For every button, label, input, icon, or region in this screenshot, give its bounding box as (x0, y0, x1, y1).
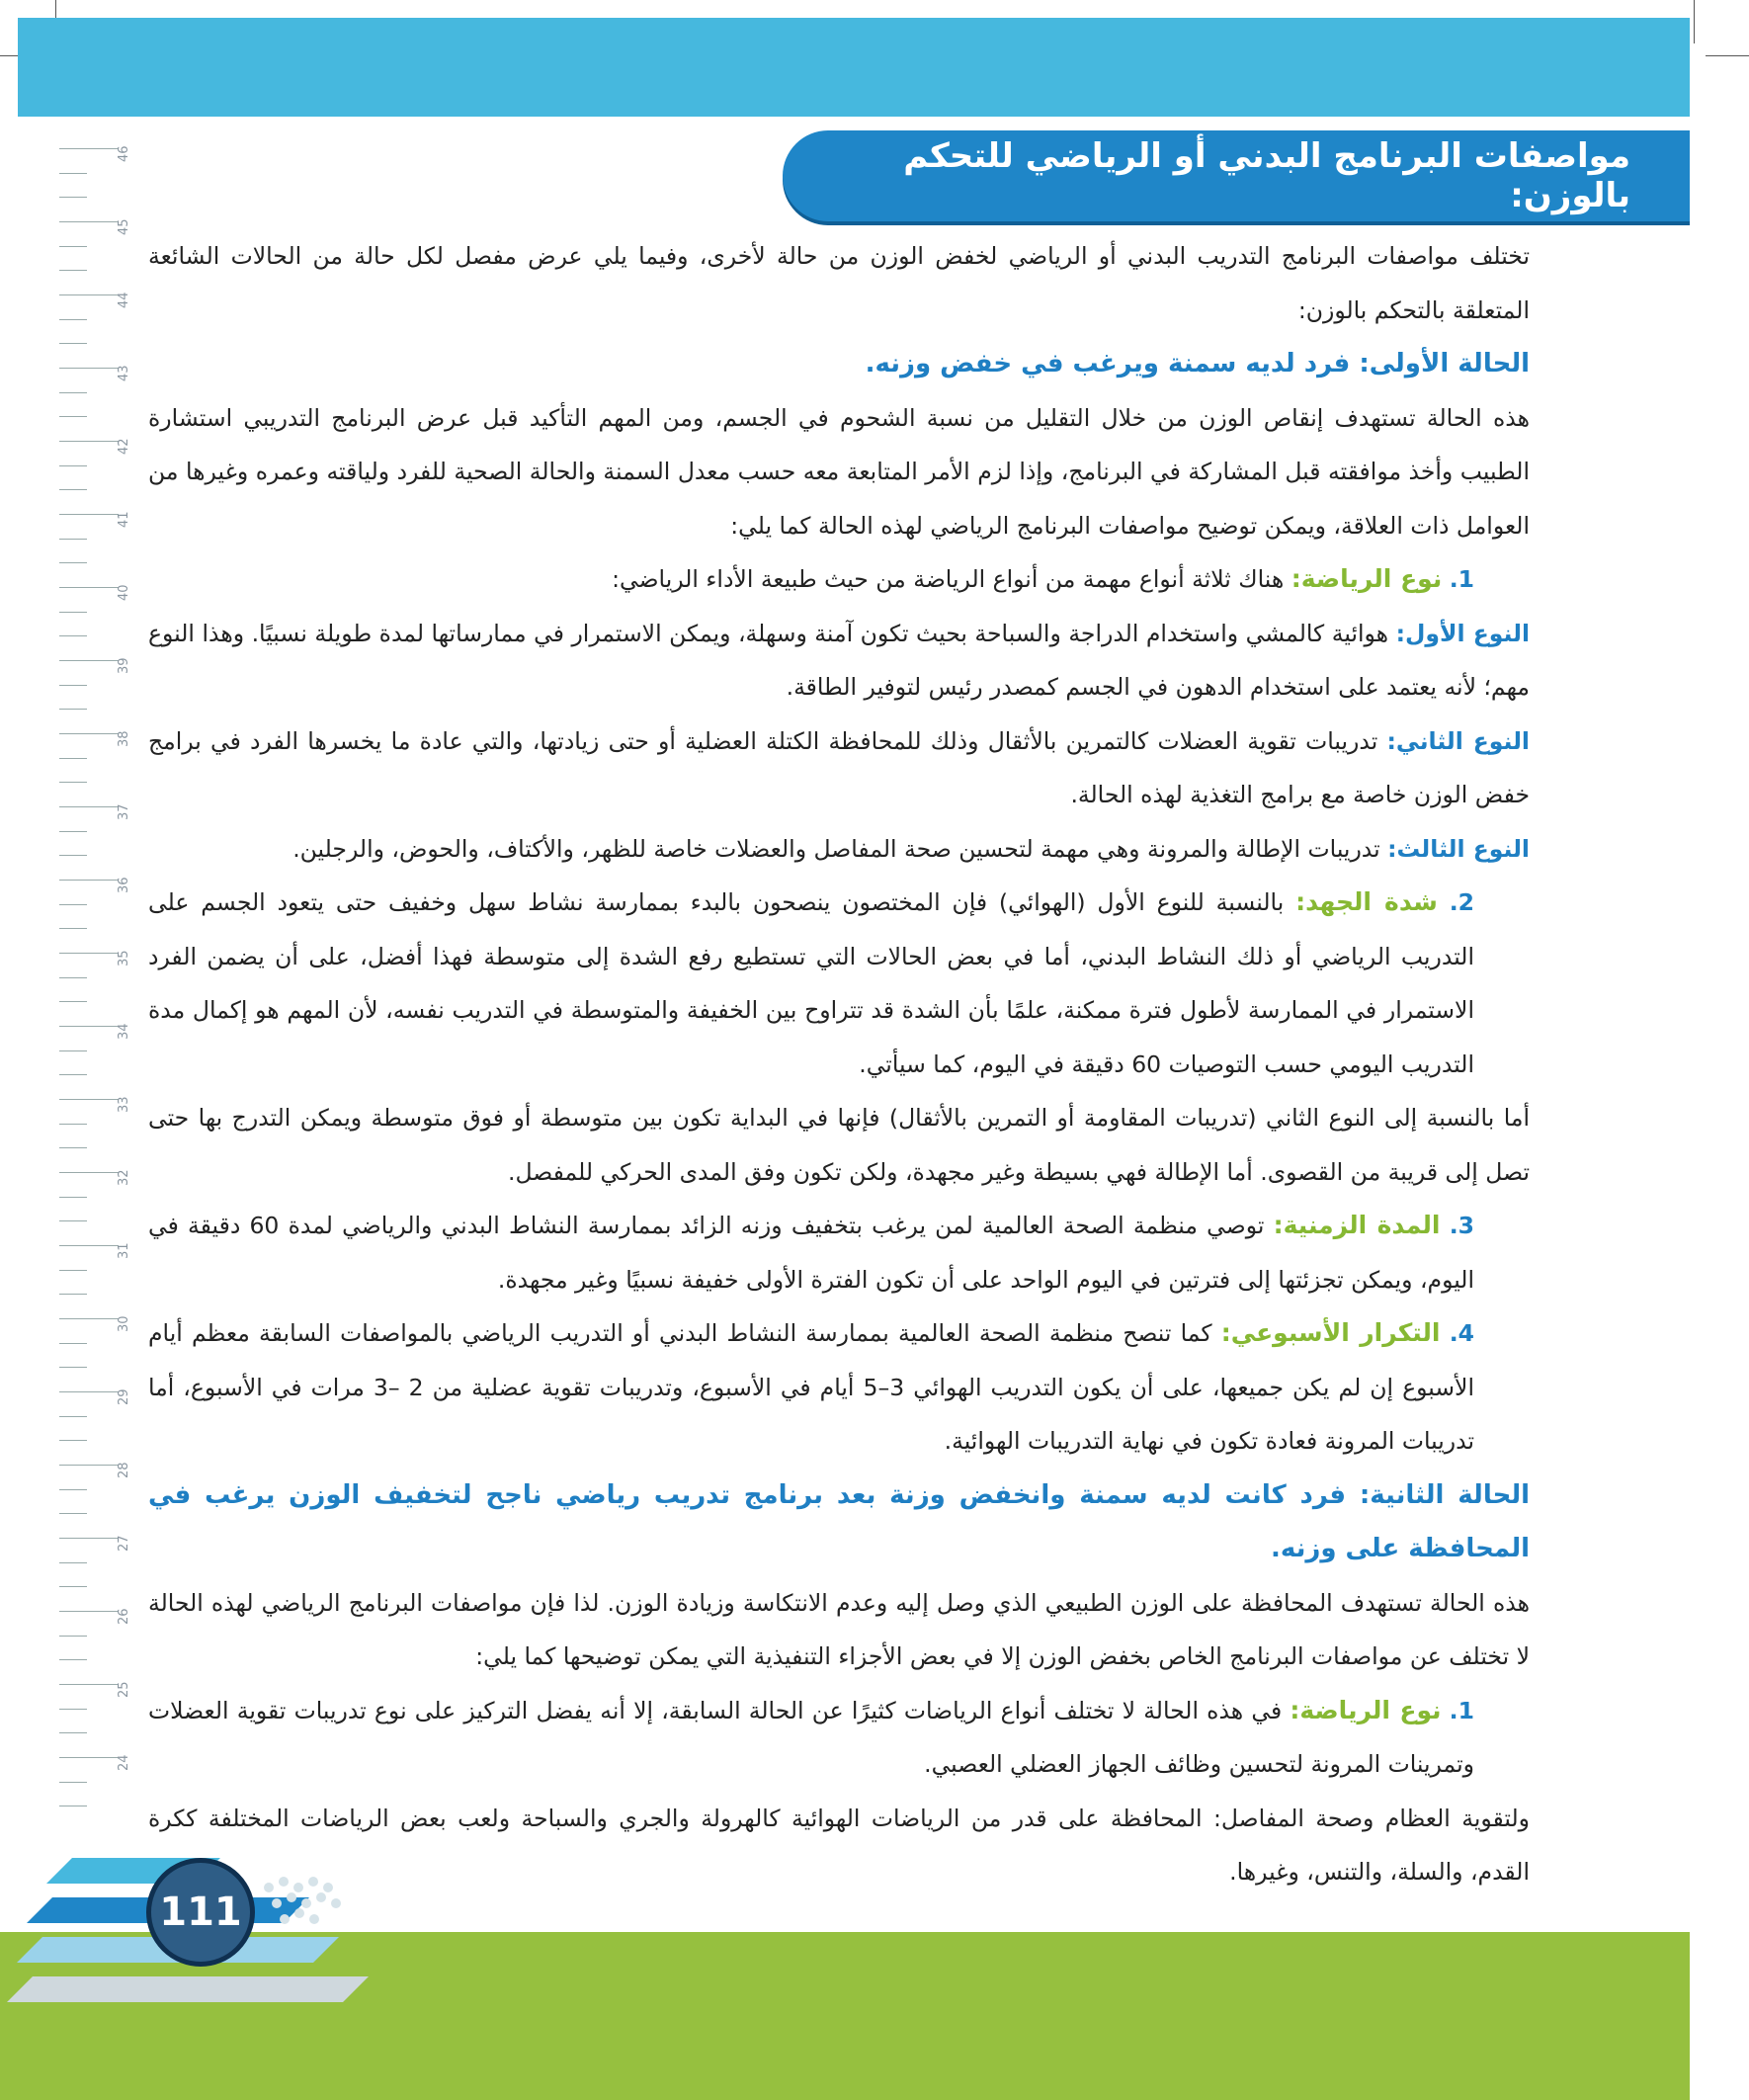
ruler-tick (59, 782, 87, 783)
ruler-tick (59, 1099, 119, 1100)
type3-text: تدريبات الإطالة والمرونة وهي مهمة لتحسين صحة المفاصل والعضلات خاصة للظهر، والأكتاف، والحوض، والرجلين. (292, 834, 1380, 863)
ruler-tick (59, 1050, 87, 1051)
item-text: كما تنصح منظمة الصحة العالمية بممارسة النشاط البدني أو التدريب الرياضي بالمواصفات السابقة معظم أيام الأسبوع إن لم يكن جميعها، على أن يكون التدريب الهوائي 3–5 أيام في الأسبوع، وتدريبات تقوية عضلية من 2 –3 مرات في الأسبوع، أما تدريبات المرونة فعادة تكون في نهاية التدريبات الهوائية. (148, 1319, 1474, 1455)
ruler-label: 26 (117, 1608, 131, 1625)
ruler-tick (59, 709, 87, 710)
type1-label: النوع الأول: (1395, 619, 1531, 647)
ruler-tick (59, 1586, 87, 1587)
ruler-tick (59, 1440, 87, 1441)
ruler-label: 27 (117, 1535, 131, 1552)
ruler-tick (59, 1636, 87, 1637)
ruler-tick (59, 1074, 87, 1075)
ruler-tick (59, 1318, 119, 1319)
ruler-label: 35 (117, 950, 131, 966)
case1-item2-continued: أما بالنسبة إلى النوع الثاني (تدريبات المقاومة أو التمرين بالأثقال) فإنها في البداية تكون بين متوسطة أو فوق متوسطة ويمكن التدرج بها حتى تصل إلى قريبة من القصوى. أما الإطالة فهي بسيطة وغير مجهدة، ولكن تكون وفق المدى الحركي للمفصل. (148, 1104, 1530, 1186)
ruler-label: 24 (117, 1754, 131, 1771)
ruler-tick (59, 1562, 87, 1563)
ruler-tick (59, 1026, 119, 1027)
ruler-tick (59, 831, 87, 832)
ruler-tick (59, 1659, 87, 1660)
item-label: شدة الجهد: (1295, 887, 1438, 916)
ruler-tick (59, 246, 87, 247)
crop-mark (1694, 0, 1695, 43)
section-header-tab (783, 130, 1690, 221)
ruler-tick (59, 1367, 87, 1368)
ruler-label: 44 (117, 292, 131, 308)
decor-stripe (7, 1976, 369, 2002)
item-text: في هذه الحالة لا تختلف أنواع الرياضات كثيرًا عن الحالة السابقة، إلا أنه يفضل التركيز على نوع تدريبات تقوية العضلات وتمرينات المرونة لتحسين وظائف الجهاز العضلي العصبي. (148, 1696, 1474, 1778)
type3-label: النوع الثالث: (1387, 834, 1530, 863)
ruler-label: 43 (117, 365, 131, 381)
ruler-tick (59, 1172, 119, 1173)
ruler-tick (59, 343, 87, 344)
ruler-tick (59, 514, 119, 515)
ruler-tick (59, 465, 87, 466)
page-number: 111 (159, 1890, 242, 1935)
ruler-label: 46 (117, 145, 131, 162)
item-label: المدة الزمنية: (1273, 1211, 1441, 1239)
type2-label: النوع الثاني: (1386, 726, 1530, 755)
ruler-tick (59, 1489, 87, 1490)
item-number: 1. (1449, 565, 1474, 593)
ruler-label: 45 (117, 218, 131, 235)
case2-item1 (148, 1684, 1530, 1792)
ruler-tick (59, 197, 87, 198)
ruler-tick (59, 1294, 87, 1295)
ruler-tick (59, 1757, 119, 1758)
ruler-label: 34 (117, 1023, 131, 1040)
ruler-tick (59, 173, 87, 174)
case2-heading: الحالة الثانية: فرد كانت لديه سمنة وانخفض وزنة بعد برنامج تدريب رياضي ناجح لتخفيف الوزن يرغب في المحافظة على وزنه. (148, 1479, 1530, 1563)
top-color-bar (18, 18, 1690, 117)
ruler-label: 28 (117, 1462, 131, 1478)
ruler-tick (59, 904, 87, 905)
item-label: نوع الرياضة: (1291, 564, 1443, 593)
ruler-tick (59, 1245, 119, 1246)
ruler-tick (59, 635, 87, 636)
ruler-tick (59, 612, 87, 613)
ruler-label: 37 (117, 803, 131, 820)
ruler-tick (59, 539, 87, 540)
ruler-tick (59, 270, 87, 271)
item-number: 1. (1449, 1696, 1474, 1724)
ruler-tick (59, 319, 87, 320)
case1-item2 (148, 876, 1530, 1091)
main-content (148, 229, 1530, 1899)
ruler-tick (59, 758, 87, 759)
ruler-tick (59, 1416, 87, 1417)
ruler-tick (59, 562, 87, 563)
ruler-tick (59, 1001, 87, 1002)
ruler-tick (59, 977, 87, 978)
crop-mark (1706, 55, 1749, 56)
ruler-tick (59, 1782, 87, 1783)
ruler-tick (59, 880, 119, 881)
ruler-label: 42 (117, 438, 131, 455)
ruler-label: 39 (117, 657, 131, 674)
side-ruler (59, 128, 131, 1868)
case1-intro: هذه الحالة تستهدف إنقاص الوزن من خلال التقليل من نسبة الشحوم في الجسم، ومن المهم التأكيد قبل عرض البرنامج التدريبي استشارة الطبيب وأخذ موافقته قبل المشاركة في البرنامج، وإذا لزم الأمر المتابعة معه حسب معدل السمنة والحالة الصحية للفرد ولياقته وعمره وغيرها من العوامل ذات العلاقة، ويمكن توضيح مواصفات البرنامج الرياضي لهذه الحالة كما يلي: (148, 403, 1530, 540)
ruler-tick (59, 660, 119, 661)
ruler-tick (59, 441, 119, 442)
ruler-tick (59, 1513, 87, 1514)
item-label: نوع الرياضة: (1290, 1695, 1442, 1724)
case2-item1-continued: ولتقوية العظام وصحة المفاصل: المحافظة على قدر من الرياضات الهوائية كالهرولة والجري والسباحة ولعب بعض الرياضات المختلفة ككرة القدم، والسلة، والتنس، وغيرها. (148, 1804, 1530, 1886)
item-text: بالنسبة للنوع الأول (الهوائي) فإن المختصون ينصحون بالبدء بممارسة نشاط سهل وخفيف حتى يتعود الجسم على التدريب الرياضي أو ذلك النشاط البدني، أما في بعض الحالات التي تستطيع رفع الشدة إلى متوسطة فهذا أفضل، على أن يضمن الفرد الاستمرار في الممارسة لأطول فترة ممكنة، علمًا بأن الشدة قد تتراوح بين الخفيفة والمتوسطة في التدريب نفسه، لأن المهم هو إكمال مدة التدريب اليومي حسب التوصيات 60 دقيقة في اليوم، كما سيأتي. (148, 888, 1474, 1078)
ruler-tick (59, 1391, 119, 1392)
case1-item4 (148, 1306, 1530, 1469)
ruler-tick (59, 489, 87, 490)
ruler-tick (59, 1732, 87, 1733)
ruler-tick (59, 806, 119, 807)
ruler-tick (59, 685, 87, 686)
ruler-label: 31 (117, 1242, 131, 1259)
ruler-tick (59, 294, 119, 295)
ruler-tick (59, 1465, 119, 1466)
ruler-tick (59, 1343, 87, 1344)
ruler-tick (59, 733, 119, 734)
type2-text: تدريبات تقوية العضلات كالتمرين بالأثقال وذلك للمحافظة الكتلة العضلية أو حتى زيادتها، والتي عادة ما يخسرها الفرد في برامج خفض الوزن خاصة مع برامج التغذية لهذه الحالة. (148, 726, 1530, 808)
ruler-tick (59, 1611, 119, 1612)
item-label: التكرار الأسبوعي: (1220, 1318, 1441, 1347)
ruler-label: 38 (117, 730, 131, 747)
case1-item3 (148, 1199, 1530, 1306)
ruler-label: 40 (117, 584, 131, 601)
case2-intro: هذه الحالة تستهدف المحافظة على الوزن الطبيعي الذي وصل إليه وعدم الانتكاسة وزيادة الوزن. لذا فإن مواصفات البرنامج الرياضي لهذه الحالة لا تختلف عن مواصفات البرنامج الخاص بخفض الوزن إلا في بعض الأجزاء التنفيذية التي يمكن توضيحها كما يلي: (148, 1588, 1530, 1670)
ruler-tick (59, 1220, 87, 1221)
ruler-label: 25 (117, 1681, 131, 1698)
ruler-tick (59, 1270, 87, 1271)
ruler-tick (59, 928, 87, 929)
case1-heading: الحالة الأولى: فرد لديه سمنة ويرغب في خفض وزنه. (865, 349, 1530, 378)
type2-paragraph (148, 714, 1530, 822)
intro-paragraph: تختلف مواصفات البرنامج التدريب البدني أو الرياضي لخفض الوزن من حالة لأخرى، وفيما يلي عرض مفصل لكل حالة من الحالات الشائعة المتعلقة بالتحكم بالوزن: (148, 242, 1530, 324)
page-number-badge (146, 1858, 255, 1967)
item-text: توصي منظمة الصحة العالمية لمن يرغب بتخفيف وزنه الزائد بممارسة النشاط البدني والرياضي لمدة 60 دقيقة في اليوم، ويمكن تجزئتها إلى فترتين في اليوم الواحد على أن تكون الفترة الأولى خفيفة نسبيًا وغير مجهدة. (148, 1212, 1474, 1294)
type1-paragraph (148, 607, 1530, 714)
section-title: مواصفات البرنامج البدني أو الرياضي للتحكم بالوزن: (903, 136, 1630, 215)
ruler-tick (59, 953, 119, 954)
ruler-tick (59, 1538, 119, 1539)
type3-paragraph (148, 822, 1530, 877)
item-number: 4. (1449, 1319, 1474, 1347)
ministry-logo-icon (259, 1868, 348, 1937)
ruler-tick (59, 392, 87, 393)
ruler-tick (59, 855, 87, 856)
ruler-label: 29 (117, 1388, 131, 1405)
type1-text: هوائية كالمشي واستخدام الدراجة والسباحة بحيث تكون آمنة وسهلة، ويمكن الاستمرار في ممارساتها لمدة طويلة نسبيًا. وهذا النوع مهم؛ لأنه يعتمد على استخدام الدهون في الجسم كمصدر رئيس لتوفير الطاقة. (148, 619, 1530, 701)
ruler-tick (59, 368, 119, 369)
ruler-tick (59, 1124, 87, 1125)
ruler-label: 41 (117, 511, 131, 528)
ruler-label: 32 (117, 1169, 131, 1186)
ruler-label: 30 (117, 1315, 131, 1332)
ruler-tick (59, 1147, 87, 1148)
ruler-tick (59, 1197, 87, 1198)
ruler-tick (59, 416, 87, 417)
ruler-tick (59, 1709, 87, 1710)
ruler-tick (59, 587, 119, 588)
ruler-tick (59, 221, 119, 222)
case1-item1 (148, 552, 1530, 607)
item-text: هناك ثلاثة أنواع مهمة من أنواع الرياضة من حيث طبيعة الأداء الرياضي: (612, 565, 1285, 593)
ruler-label: 36 (117, 877, 131, 893)
ruler-tick (59, 148, 119, 149)
item-number: 3. (1449, 1212, 1474, 1239)
item-number: 2. (1449, 888, 1474, 916)
ruler-tick (59, 1684, 119, 1685)
ruler-label: 33 (117, 1096, 131, 1113)
